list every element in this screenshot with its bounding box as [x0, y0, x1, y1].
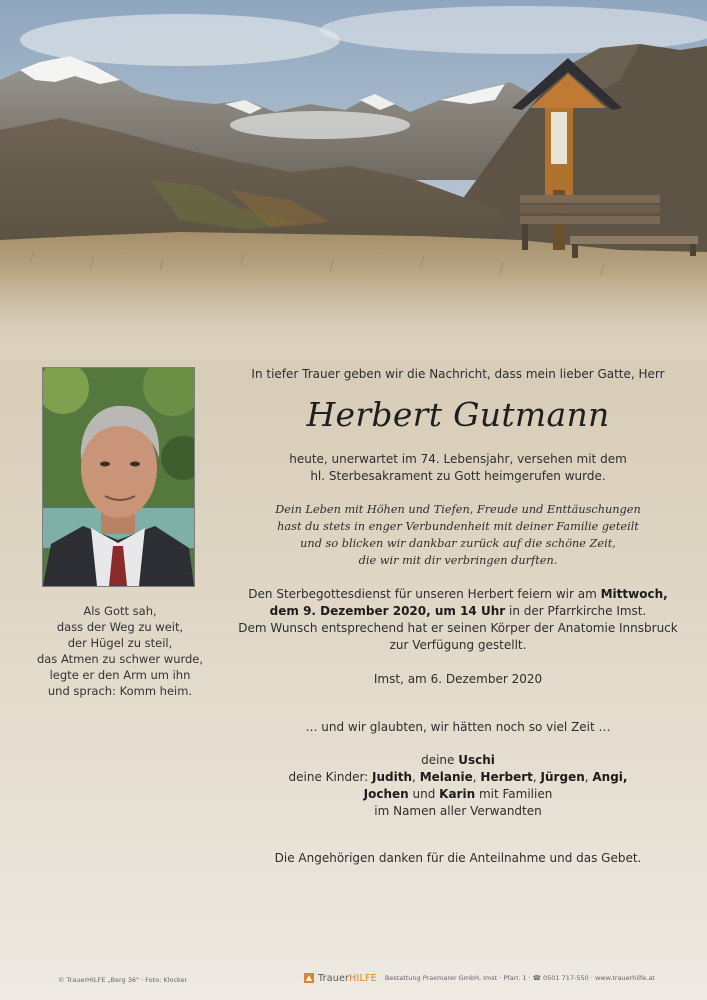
poem-line: dass der Weg zu weit, [56, 620, 184, 634]
place-and-date: Imst, am 6. Dezember 2020 [373, 672, 543, 686]
children-line [228, 786, 688, 803]
relatives-line: im Namen aller Verwandten [374, 804, 542, 818]
brand-name-accent: HILFE [349, 972, 377, 984]
passing-notice [228, 451, 688, 485]
trauerhilfe-logo-icon [304, 973, 314, 983]
wife-line [228, 752, 688, 769]
brand-contact-info: Bestattung Praxmarer GmbH, Imst · Pfarr. 1 · ☎ 0501 717-550 · www.trauerhilfe.at [384, 974, 655, 982]
poem-line: der Hügel zu steil, [67, 636, 173, 650]
mourners-list [228, 752, 688, 820]
passing-line: heute, unerwartet im 74. Lebensjahr, versehen mit dem [289, 452, 627, 466]
memorial-poem [30, 603, 210, 699]
children-conjunction: und [408, 787, 440, 801]
children-prefix: deine Kinder: [288, 770, 373, 784]
header-landscape-image [0, 0, 707, 360]
intro-text: In tiefer Trauer geben wir die Nachricht, dass mein lieber Gatte, Herr [251, 367, 665, 381]
service-place: in der Pfarrkirche Imst. [505, 604, 647, 618]
photo-credit: © TrauerHILFE „Berg 36" · Foto: Klocker [58, 976, 188, 984]
funeral-service-details [228, 586, 688, 654]
verse-line: Dein Leben mit Höhen und Tiefen, Freude und Enttäuschungen [275, 503, 641, 516]
portrait-photo [42, 367, 195, 587]
child-name: Jochen [363, 787, 409, 801]
service-date-time: dem 9. Dezember 2020, um 14 Uhr [269, 604, 506, 618]
verse-line: und so blicken wir dankbar zurück auf die schöne Zeit, [300, 537, 616, 550]
child-name: Melanie [419, 770, 473, 784]
service-line [228, 586, 688, 603]
closing-quote: … und wir glaubten, wir hätten noch so viel Zeit … [305, 720, 611, 734]
brand-name-part: Trauer [318, 972, 350, 984]
passing-line: hl. Sterbesakrament zu Gott heimgerufen wurde. [310, 469, 606, 483]
thanks-text: Die Angehörigen danken für die Anteilnahme und das Gebet. [274, 851, 642, 865]
child-name: Herbert [480, 770, 533, 784]
service-day: Mittwoch, [600, 587, 668, 601]
announcement [228, 366, 688, 867]
poem-line: das Atmen zu schwer wurde, [36, 652, 204, 666]
service-line: Dem Wunsch entsprechend hat er seinen Körper der Anatomie Innsbruck [238, 621, 678, 635]
child-name: Jürgen [540, 770, 585, 784]
deceased-name: Herbert Gutmann [306, 395, 610, 434]
wife-prefix: deine [421, 753, 459, 767]
brand-name [318, 973, 377, 984]
service-line: zur Verfügung gestellt. [389, 638, 527, 652]
service-line [228, 603, 688, 620]
memorial-verse [228, 501, 688, 569]
children-suffix: mit Familien [475, 787, 553, 801]
service-text: Den Sterbegottesdienst für unseren Herbert feiern wir am [248, 587, 601, 601]
poem-line: Als Gott sah, [83, 604, 157, 618]
poem-line: legte er den Arm um ihn [49, 668, 191, 682]
verse-line: hast du stets in enger Verbundenheit mit deiner Familie geteilt [277, 520, 639, 533]
poem-line: und sprach: Komm heim. [47, 684, 193, 698]
wife-name: Uschi [458, 753, 495, 767]
verse-line: die wir mit dir verbringen durften. [358, 554, 558, 567]
child-name: Judith [372, 770, 413, 784]
child-name: Angi, [592, 770, 628, 784]
children-line: deine Kinder: Judith, Melanie, Herbert, Jürgen, Angi, [288, 770, 628, 784]
child-name: Karin [439, 787, 476, 801]
footer-brand [304, 971, 655, 985]
